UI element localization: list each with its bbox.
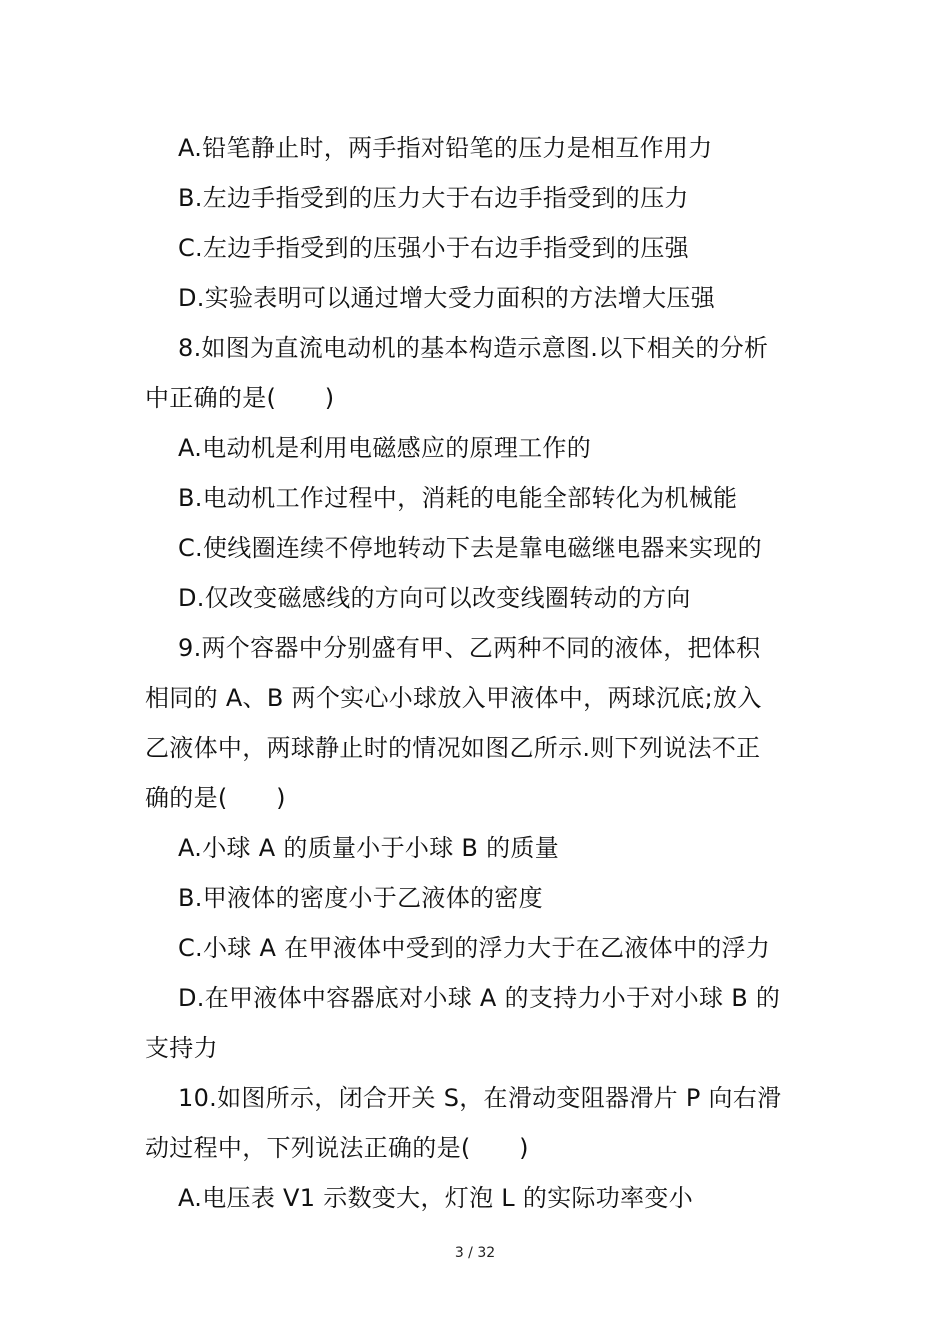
option-line: A.电动机是利用电磁感应的原理工作的 bbox=[178, 434, 592, 462]
question-line: 10.如图所示，闭合开关 S，在滑动变阻器滑片 P 向右滑 bbox=[178, 1084, 782, 1112]
question-line: 确的是( ) bbox=[145, 784, 286, 812]
page-content bbox=[145, 123, 810, 1223]
question-line: 9.两个容器中分别盛有甲、乙两种不同的液体，把体积 bbox=[178, 634, 761, 662]
option-line: A.小球 A 的质量小于小球 B 的质量 bbox=[178, 834, 560, 862]
option-line: D.在甲液体中容器底对小球 A 的支持力小于对小球 B 的 bbox=[178, 984, 781, 1012]
option-line: C.使线圈连续不停地转动下去是靠电磁继电器来实现的 bbox=[178, 534, 762, 562]
option-line: 支持力 bbox=[145, 1034, 218, 1062]
question-line: 乙液体中，两球静止时的情况如图乙所示.则下列说法不正 bbox=[145, 734, 761, 762]
option-line: C.左边手指受到的压强小于右边手指受到的压强 bbox=[178, 234, 689, 262]
page-number: 3 / 32 bbox=[454, 1245, 496, 1261]
option-line: D.仅改变磁感线的方向可以改变线圈转动的方向 bbox=[178, 584, 691, 612]
question-line: 动过程中，下列说法正确的是( ) bbox=[145, 1134, 529, 1162]
option-line: B.电动机工作过程中，消耗的电能全部转化为机械能 bbox=[178, 484, 738, 512]
option-line: D.实验表明可以通过增大受力面积的方法增大压强 bbox=[178, 284, 716, 312]
option-line: A.电压表 V1 示数变大，灯泡 L 的实际功率变小 bbox=[178, 1184, 693, 1212]
option-line: B.左边手指受到的压力大于右边手指受到的压力 bbox=[178, 184, 689, 212]
question-line: 8.如图为直流电动机的基本构造示意图.以下相关的分析 bbox=[178, 334, 769, 362]
question-line: 中正确的是( ) bbox=[145, 384, 335, 412]
option-line: C.小球 A 在甲液体中受到的浮力大于在乙液体中的浮力 bbox=[178, 934, 771, 962]
option-line: B.甲液体的密度小于乙液体的密度 bbox=[178, 884, 543, 912]
option-line: A.铅笔静止时，两手指对铅笔的压力是相互作用力 bbox=[178, 134, 713, 162]
question-line: 相同的 A、B 两个实心小球放入甲液体中，两球沉底;放入 bbox=[145, 684, 762, 712]
